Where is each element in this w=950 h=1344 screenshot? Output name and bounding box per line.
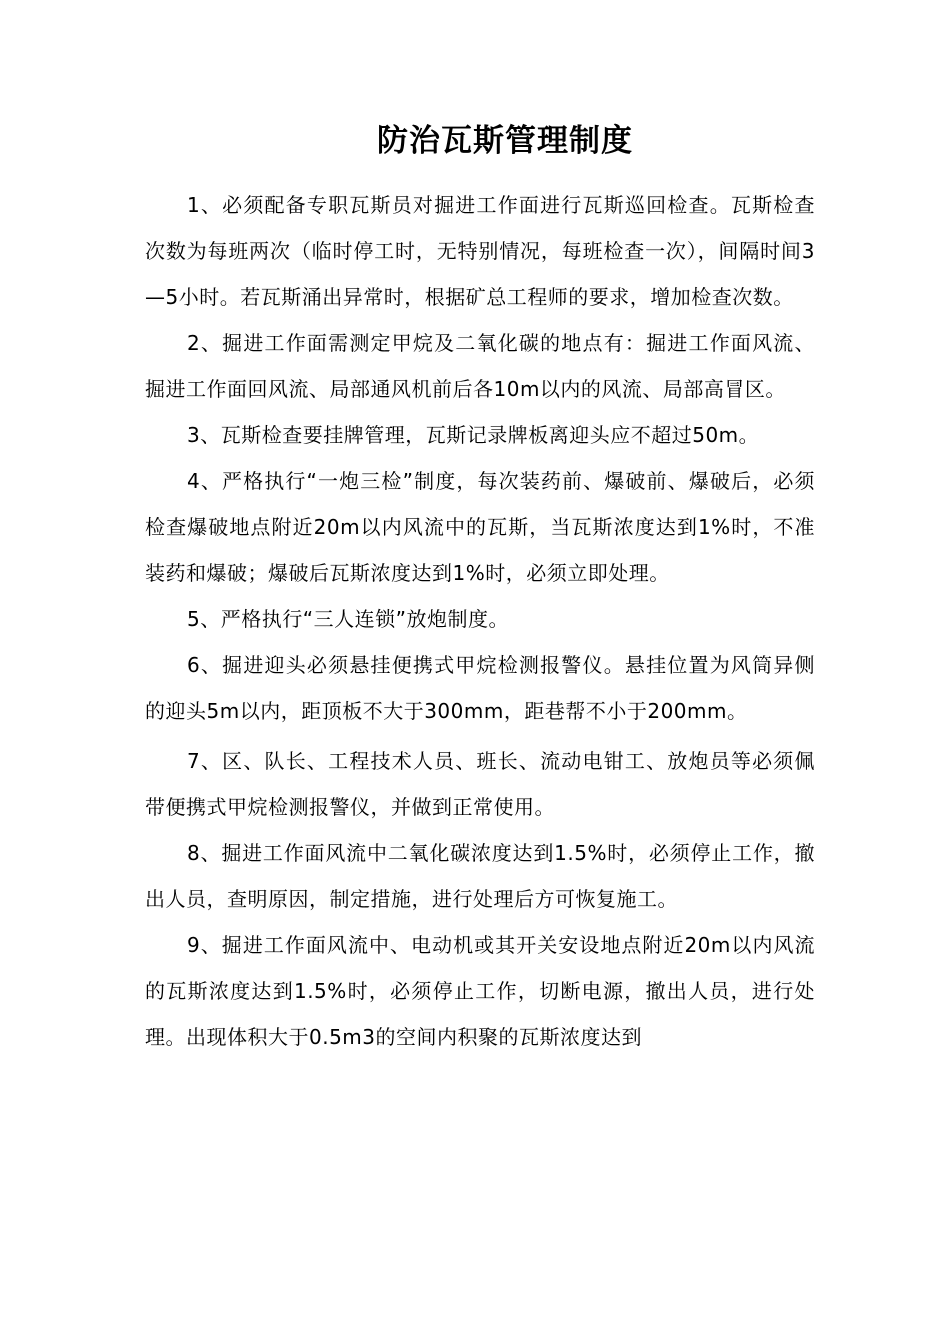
document-body [145,182,815,1060]
paragraph-1: 1、必须配备专职瓦斯员对掘进工作面进行瓦斯巡回检查。瓦斯检查次数为每班两次（临时停工时，无特别情况，每班检查一次），间隔时间3—5小时。若瓦斯涌出异常时，根据矿总工程师的要求，增加检查次数。 [145,193,815,309]
paragraph-3: 3、瓦斯检查要挂牌管理，瓦斯记录牌板离迎头应不超过50m。 [187,423,760,447]
document-title: 防治瓦斯管理制度 [377,123,633,159]
paragraph-4: 4、严格执行“一炮三检”制度，每次装药前、爆破前、爆破后，必须检查爆破地点附近20m以内风流中的瓦斯，当瓦斯浓度达到1%时，不准装药和爆破；爆破后瓦斯浓度达到1%时，必须立即处理。 [145,469,815,585]
paragraph-7: 7、区、队长、工程技术人员、班长、流动电钳工、放炮员等必须佩带便携式甲烷检测报警仪，并做到正常使用。 [145,749,815,819]
paragraph-6: 6、掘进迎头必须悬挂便携式甲烷检测报警仪。悬挂位置为风筒异侧的迎头5m以内，距顶板不大于300mm，距巷帮不小于200mm。 [145,653,815,723]
paragraph-2: 2、掘进工作面需测定甲烷及二氧化碳的地点有：掘进工作面风流、掘进工作面回风流、局部通风机前后各10m以内的风流、局部高冒区。 [145,331,815,401]
paragraph-9: 9、掘进工作面风流中、电动机或其开关安设地点附近20m以内风流的瓦斯浓度达到1.5%时，必须停止工作，切断电源，撤出人员，进行处理。出现体积大于0.5m3的空间内积聚的瓦斯浓度达到 [145,933,815,1049]
paragraph-5: 5、严格执行“三人连锁”放炮制度。 [187,607,509,631]
paragraph-8: 8、掘进工作面风流中二氧化碳浓度达到1.5%时，必须停止工作，撤出人员，查明原因，制定措施，进行处理后方可恢复施工。 [145,841,815,911]
